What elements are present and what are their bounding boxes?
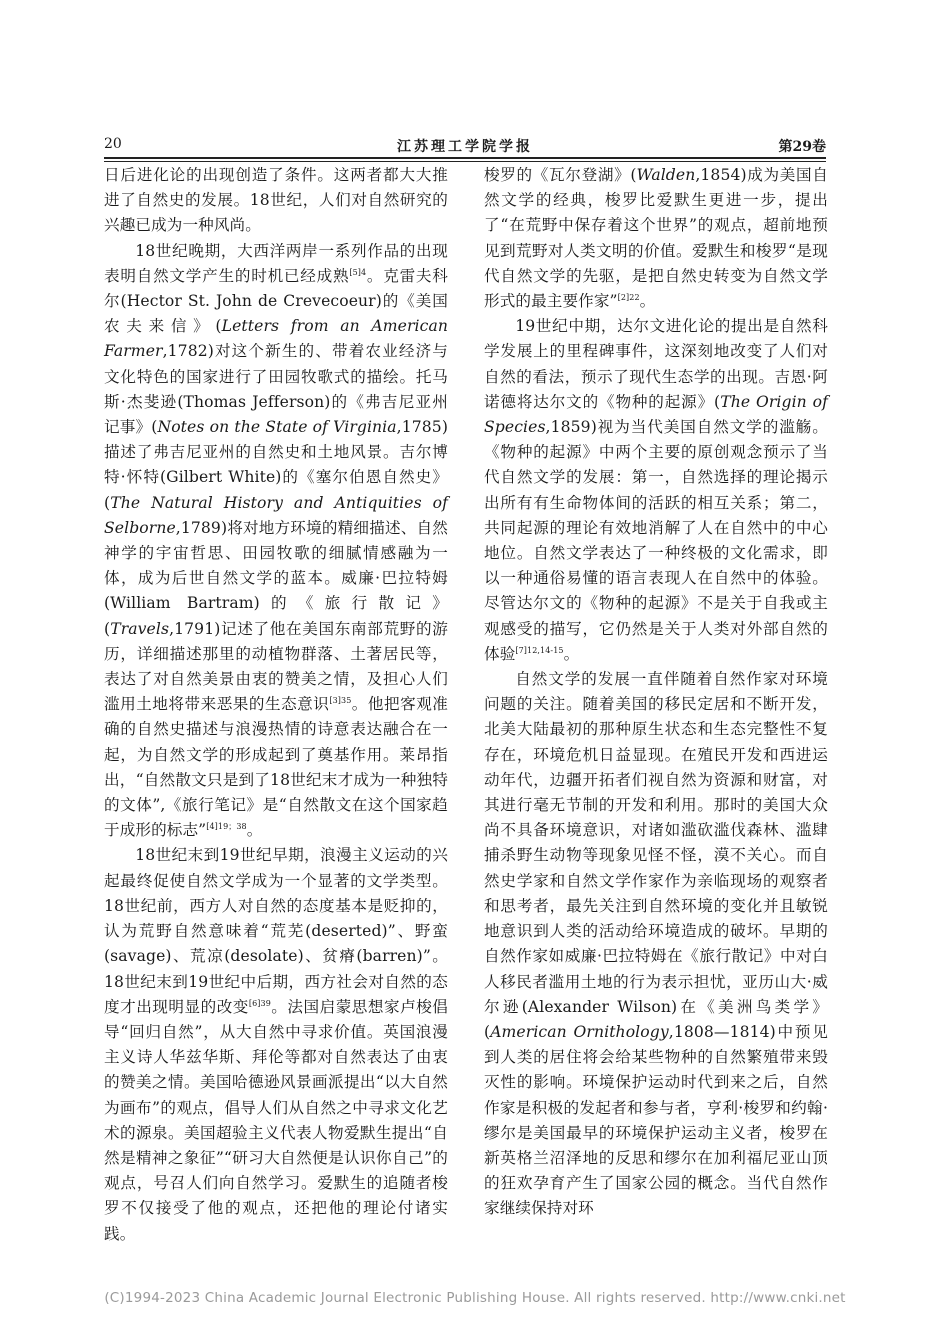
copyright-footer: (C)1994-2023 China Academic Journal Electronic Publishing House. All rights reserved. http://www.cnki.net xyxy=(104,1290,846,1306)
running-header xyxy=(104,136,826,156)
paragraph: 18世纪晚期，大西洋两岸一系列作品的出现表明自然文学产生的时机已经成熟$^{[5]4}$。克雷夫科尔(Hector St. John de Crevecoeur)的《美国农夫来信》(Letters from an American Farmer,1782)对这个新生的、带着农业经济与文化特色的国家进行了田园牧歌式的描绘。托马斯·杰斐逊(Thomas Jefferson)的《弗吉尼亚州记事》(Notes on the State of Virginia,1785)描述了弗吉尼亚州的自然史和土地风景。吉尔博特·怀特(Gilbert White)的《塞尔伯恩自然史》(The Natural History and Antiquities of Selborne,1789)将对地方环境的精细描述、自然神学的宇宙哲思、田园牧歌的细腻情感融为一体，成为后世自然文学的蓝本。威廉·巴拉特姆(William Bartram)的《旅行散记》(Travels,1791)记述了他在美国东南部荒野的游历，详细描述那里的动植物群落、土著居民等，表达了对自然美景由衷的赞美之情，及担心人们滥用土地将带来恶果的生态意识$^{[3]35}$。他把客观准确的自然史描述与浪漫热情的诗意表达融合在一起，为自然文学的形成起到了奠基作用。莱昂指出，“自然散文只是到了18世纪末才成为一种独特的文体”,《旅行笔记》是“自然散文在这个国家趋于成形的标志”$^{[4]19;38}$。 xyxy=(104,241,449,840)
journal-title: 江苏理工学院学报 xyxy=(397,139,533,155)
header-rule-thin xyxy=(104,161,826,162)
volume-label: 第29卷 xyxy=(778,139,826,155)
header-rule-thick xyxy=(104,157,826,159)
paragraph: 日后进化论的出现创造了条件。这两者都大大推进了自然史的发展。18世纪，人们对自然研究的兴趣已成为一种风尚。 xyxy=(104,166,448,235)
paragraph: 自然文学的发展一直伴随着自然作家对环境问题的关注。随着美国的移民定居和不断开发，北美大陆最初的那种原生状态和生态完整性不复存在，环境危机日益显现。在殖民开发和西进运动年代，边疆开拓者们视自然为资源和财富，对其进行毫无节制的开发和利用。那时的美国大众尚不具备环境意识，对诸如滥砍滥伐森林、滥肆捕杀野生动物等现象见怪不怪，漠不关心。而自然史学家和自然文学作家作为亲临现场的观察者和思考者，最先关注到自然环境的变化并且敏锐地意识到人类的活动给环境造成的破坏。早期的自然作家如威廉·巴拉特姆在《旅行散记》中对白人移民者滥用土地的行为表示担忧，亚历山大·威尔逊(Alexander Wilson)在《美洲鸟类学》(American Ornithology,1808—1814)中预见到人类的居住将会给某些物种的自然繁殖带来毁灭性的影响。环境保护运动时代到来之后，自然作家是积极的发起者和参与者，亨利·梭罗和约翰·缪尔是美国最早的环境保护运动主义者，梭罗在新英格兰沼泽地的反思和缪尔在加利福尼亚山顶的狂欢孕育产生了国家公园的概念。当代自然作家继续保持对环 xyxy=(484,670,829,1218)
page-number: 20 xyxy=(104,136,122,152)
paragraph: 19世纪中期，达尔文进化论的提出是自然科学发展上的里程碑事件，这深刻地改变了人们对自然的看法，预示了现代生态学的出现。吉恩·阿诺德将达尔文的《物种的起源》(The Origin of Species,1859)视为当代美国自然文学的滥觞。《物种的起源》中两个主要的原创观念预示了当代自然文学的发展：第一，自然选择的理论揭示出所有有生命物体间的活跃的相互关系；第二，共同起源的理论有效地消解了人在自然中的中心地位。自然文学表达了一种终极的文化需求，即以一种通俗易懂的语言表现人在自然中的体验。尽管达尔文的《物种的起源》不是关于自我或主观感受的描写，它仍然是关于人类对外部自然的体验$^{[7]12,14-15}$。 xyxy=(484,317,828,663)
paragraph: 18世纪末到19世纪早期，浪漫主义运动的兴起最终促使自然文学成为一个显著的文学类型。18世纪前，西方人对自然的态度基本是贬抑的，认为荒野自然意味着“荒芜(deserted)”、野蛮(savage)、荒凉(desolate)、贫瘠(barren)”。18世纪末到19世纪中后期，西方社会对自然的态度才出现明显的改变$^{[6]39}$。法国启蒙思想家卢梭倡导“回归自然”，从大自然中寻求价值。英国浪漫主义诗人华兹华斯、拜伦等都对自然表达了由衷的赞美之情。美国哈德逊风景画派提出“以大自然为画布”的观点，倡导人们从自然之中寻求文化艺术的源泉。美国超验主义代表人物爱默生提出“自然是精神之象征”“研习大自然便是认识你自己”的观点，号召人们向自然学习。爱默生的追随者梭罗不仅接受了他的观点，还把他的理论付诸实践。 xyxy=(104,846,448,1243)
paragraph: 梭罗的《瓦尔登湖》(Walden,1854)成为美国自然文学的经典，梭罗比爱默生更进一步，提出了“在荒野中保存着这个世界”的观点，超前地预见到荒野对人类文明的价值。爱默生和梭罗“是现代自然文学的先驱，是把自然史转变为自然文学形式的最主要作家”$^{[2]22}$。 xyxy=(484,166,828,311)
right-column xyxy=(484,163,828,1222)
left-column xyxy=(104,163,448,1247)
